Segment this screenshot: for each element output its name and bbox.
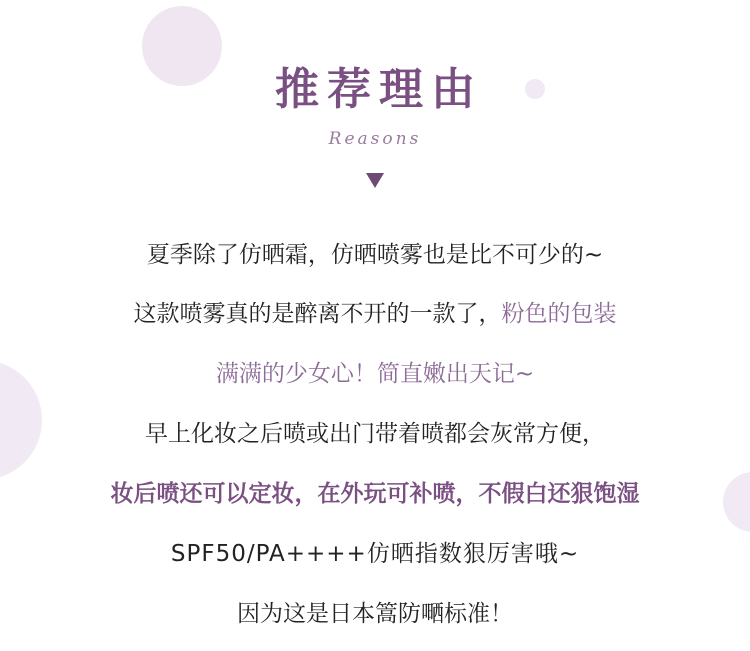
reason-line-3: 满满的少女心！简直嫩出天记~	[215, 361, 535, 387]
triangle-down-icon	[366, 173, 384, 188]
reason-line-2	[0, 297, 750, 331]
reason-line-2-text: 这款喷雾真的是醉离不开的一款了，	[133, 301, 502, 327]
reason-line-1: 夏季除了仿晒霜，仿晒喷雾也是比不可少的~	[146, 242, 604, 268]
reason-line-6: SPF50/PA++++仿晒指数狠厉害哦~	[170, 541, 580, 567]
section-title: 推荐理由	[275, 64, 483, 115]
reason-line-4: 早上化妆之后喷或出门带着喷都会灰常方便，	[145, 421, 605, 447]
reason-line-2-highlight: 粉色的包装	[501, 301, 617, 327]
reason-line-5: 妆后喷还可以定妆，在外玩可补喷，不假白还狠饱湿	[110, 481, 640, 507]
reason-line-7: 因为这是日本篙防嗮标准！	[237, 601, 513, 627]
section-subtitle: Reasons	[328, 129, 422, 149]
